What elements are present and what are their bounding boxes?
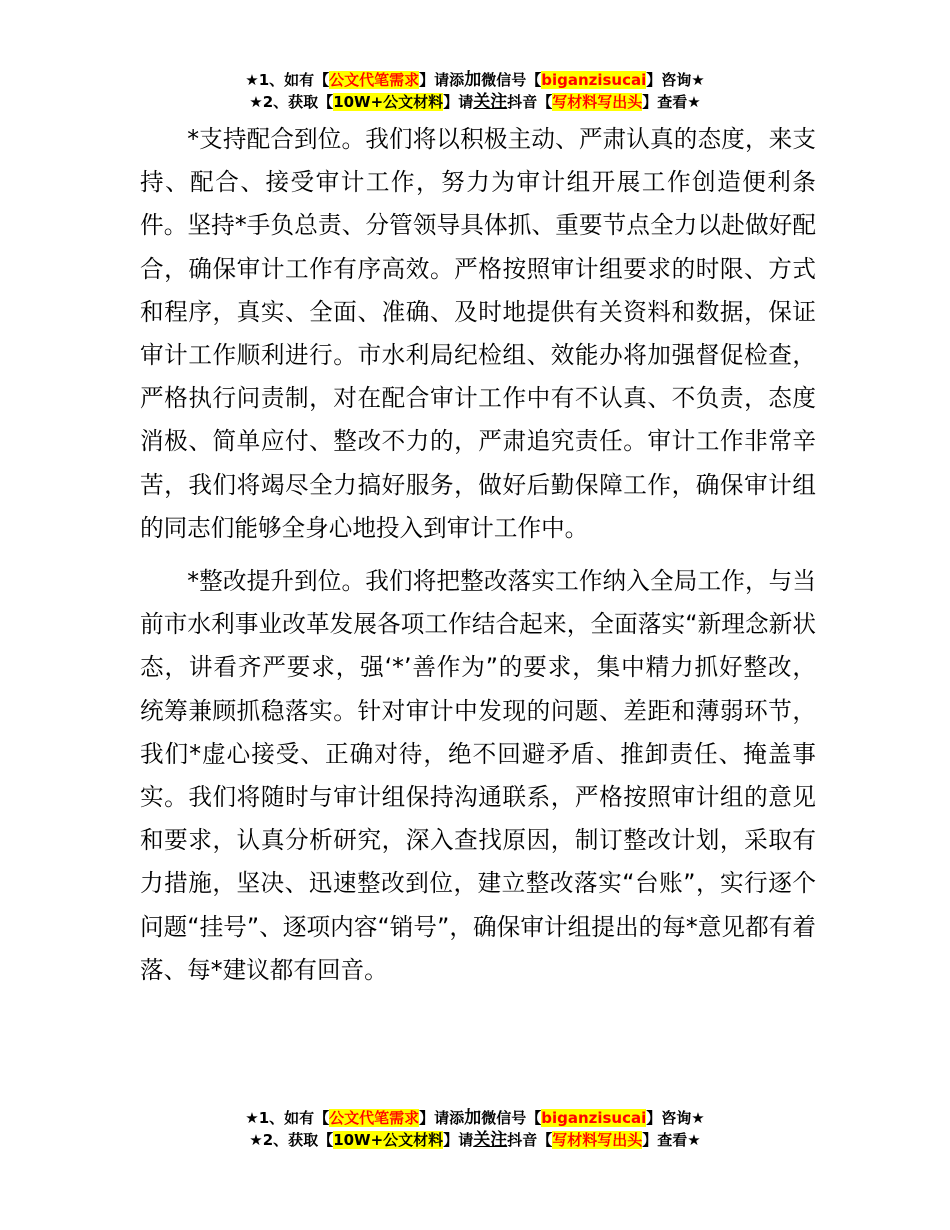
banner-text: 】请添 (419, 71, 465, 89)
highlight-materials: 10W+公文材料 (333, 93, 444, 111)
banner-line-1 (0, 1107, 950, 1129)
banner-text: 】查看★ (642, 1131, 701, 1149)
highlight-service: 公文代笔需求 (329, 71, 420, 89)
banner-line-2 (0, 1129, 950, 1151)
header-banner (0, 69, 950, 113)
banner-text: 】请 (443, 1131, 474, 1149)
banner-emphasis: 加 (464, 1108, 482, 1128)
highlight-materials: 10W+公文材料 (333, 1131, 444, 1149)
banner-emphasis-follow: 关注 (473, 92, 508, 112)
banner-text: 抖音【 (507, 93, 553, 111)
paragraph-support-cooperation: *支持配合到位。我们将以积极主动、严肃认真的态度，来支持、配合、接受审计工作，努力为审计组开展工作创造便利条件。坚持*手负总责、分管领导具体抓、重要节点全力以赴做好配合，确保审计工作有序高效。严格按照审计组要求的时限、方式和程序，真实、全面、准确、及时地提供有关资料和数据，保证审计工作顺利进行。市水利局纪检组、效能办将加强督促检查，严格执行问责制，对在配合审计工作中有不认真、不负责，态度消极、简单应付、整改不力的，严肃追究责任。审计工作非常辛苦，我们将竭尽全力搞好服务，做好后勤保障工作，确保审计组的同志们能够全身心地投入到审计工作中。 (140, 125, 816, 542)
banner-text: ★1、如有【 (245, 1109, 330, 1127)
banner-text: 】请 (443, 93, 474, 111)
banner-emphasis: 加 (464, 70, 482, 90)
banner-text: 】请添 (419, 1109, 465, 1127)
banner-text: ★2、获取【 (249, 93, 334, 111)
banner-text: ★1、如有【 (245, 71, 330, 89)
banner-text: 】咨询★ (646, 71, 705, 89)
document-body (140, 118, 816, 992)
footer-banner (0, 1107, 950, 1151)
paragraph-rectification: *整改提升到位。我们将把整改落实工作纳入全局工作，与当前市水利事业改革发展各项工作结合起来，全面落实“新理念新状态，讲看齐严要求，强‘*’善作为”的要求，集中精力抓好整改，统筹兼顾抓稳落实。针对审计中发现的问题、差距和薄弱环节，我们*虚心接受、正确对待，绝不回避矛盾、推卸责任、掩盖事实。我们将随时与审计组保持沟通联系，严格按照审计组的意见和要求，认真分析研究，深入查找原因，制订整改计划，采取有力措施，坚决、迅速整改到位，建立整改落实“台账”，实行逐个问题“挂号”、逐项内容“销号”，确保审计组提出的每*意见都有着落、每*建议都有回音。 (140, 567, 816, 984)
banner-line-2 (0, 91, 950, 113)
banner-line-1 (0, 69, 950, 91)
banner-text: 】查看★ (642, 93, 701, 111)
highlight-douyin-account: 写材料写出头 (552, 93, 643, 111)
banner-text: 抖音【 (507, 1131, 553, 1149)
highlight-service: 公文代笔需求 (329, 1109, 420, 1127)
highlight-wechat-id: biganzisucai (541, 1109, 647, 1127)
banner-text: 】咨询★ (646, 1109, 705, 1127)
banner-text: 微信号【 (481, 71, 542, 89)
banner-text: 微信号【 (481, 1109, 542, 1127)
banner-text: ★2、获取【 (249, 1131, 334, 1149)
highlight-douyin-account: 写材料写出头 (552, 1131, 643, 1149)
banner-emphasis-follow: 关注 (473, 1130, 508, 1150)
highlight-wechat-id: biganzisucai (541, 71, 647, 89)
